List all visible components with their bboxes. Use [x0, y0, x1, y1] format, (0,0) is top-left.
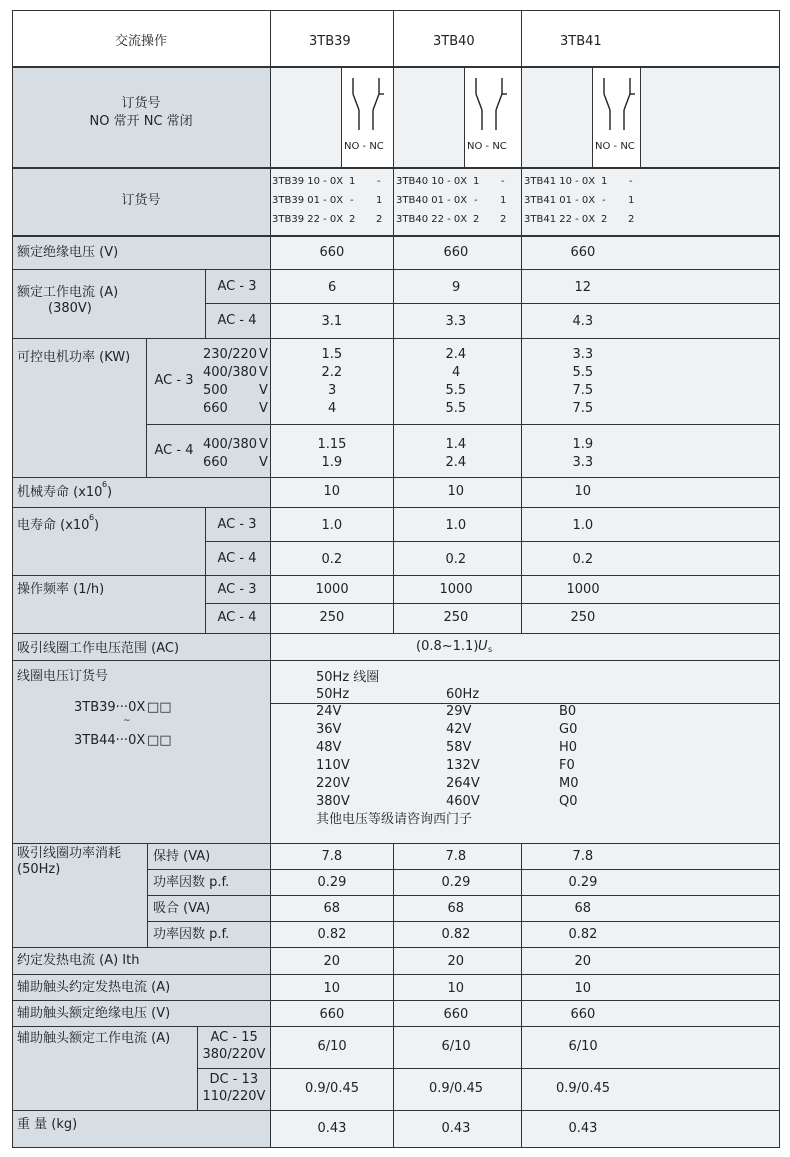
elec-life-value-1: 0.2: [321, 552, 343, 567]
aux-insulation-value-3: 660: [570, 1007, 596, 1022]
order-nc-count: 2: [628, 214, 635, 225]
elec-life-category: AC - 4: [217, 551, 257, 566]
elec-life-cell-3: [521, 541, 780, 575]
elec-life-cell-3: [521, 507, 780, 541]
coil-power-row-name: 功率因数 p.f.: [153, 927, 230, 942]
order-no-count: -: [474, 195, 478, 206]
motor-power-value: 7.5: [572, 401, 594, 416]
insulation-label: 额定绝缘电压 (V): [17, 245, 119, 260]
contacts-blank-cell-1: [270, 67, 341, 167]
col-divider: [205, 507, 206, 633]
op-current-sublabel: (380V): [48, 301, 92, 316]
col-divider: [592, 67, 593, 167]
op-current-value-3: 4.3: [572, 314, 594, 329]
motor-voltage-unit: V: [259, 437, 268, 452]
motor-power-value: 2.4: [445, 347, 467, 362]
op-current-cell-3: [521, 303, 780, 338]
elec-life-value-2: 1.0: [445, 518, 467, 533]
coil-range-value: (0.8~1.1): [416, 639, 479, 654]
aux-current-label: 辅助触头额定工作电流 (A): [17, 1031, 171, 1046]
table-border-left: [12, 10, 13, 1148]
coil-power-value-3: 7.8: [572, 849, 594, 864]
op-freq-cell-3: [521, 575, 780, 603]
table-border-bottom: [12, 1147, 780, 1148]
aux-insulation-cell-3: [521, 1000, 780, 1026]
motor-voltage: 660: [203, 455, 228, 470]
coil-voltage-50hz: 48V: [316, 740, 342, 755]
row-divider: [12, 167, 780, 169]
coil-power-cell-3: [521, 843, 780, 869]
coil-order-code1: 3TB39···0X: [74, 700, 146, 715]
aux-current-value-3: 0.9/0.45: [556, 1081, 610, 1096]
col-divider: [205, 269, 206, 338]
op-current-value-2: 9: [452, 280, 461, 295]
coil-power-value-1: 7.8: [321, 849, 343, 864]
coil-power-value-2: 68: [447, 901, 465, 916]
motor-power-value: 4: [452, 365, 461, 380]
col-divider: [146, 338, 147, 477]
no-nc-contact-icon: [343, 72, 387, 132]
coil-order-note: 其他电压等级请咨询西门子: [316, 812, 473, 827]
elec-life-exponent: 6: [89, 513, 95, 522]
col-divider: [640, 67, 641, 167]
model-name-3: 3TB41: [560, 34, 602, 49]
weight-cell-3: [521, 1110, 780, 1147]
coil-power-value-3: 0.82: [568, 927, 598, 942]
aux-current-value-2: 6/10: [441, 1039, 471, 1054]
row-divider: [147, 921, 780, 922]
insulation-value-3: 660: [570, 245, 596, 260]
op-freq-label: 操作频率 (1/h): [17, 582, 105, 597]
contacts-blank-cell-2: [393, 67, 464, 167]
aux-current-value-3: 6/10: [568, 1039, 598, 1054]
op-current-value-1: 3.1: [321, 314, 343, 329]
motor-power-value: 3.3: [572, 455, 594, 470]
col-divider: [270, 633, 271, 1148]
mech-life-exponent: 6: [102, 480, 108, 489]
motor-voltage-unit: V: [259, 383, 268, 398]
code-placeholder-boxes: □□: [147, 733, 172, 748]
op-freq-category: AC - 4: [217, 610, 257, 625]
order-no-count: 1: [601, 176, 608, 187]
motor-power-label: 可控电机功率 (KW): [17, 350, 131, 365]
elec-life-label: 电寿命 (x10: [17, 518, 90, 533]
row-divider: [12, 507, 780, 508]
coil-power-value-2: 7.8: [445, 849, 467, 864]
op-freq-category: AC - 3: [217, 582, 257, 597]
motor-power-value: 1.15: [317, 437, 347, 452]
coil-voltage-60hz: 58V: [446, 740, 472, 755]
coil-order-label: 线圈电压订货号: [17, 669, 109, 684]
insulation-value-2: 660: [443, 245, 469, 260]
order-number: 3TB41 22 - 0X: [524, 214, 596, 225]
aux-thermal-label: 辅助触头约定发热电流 (A): [17, 980, 171, 995]
coil-order-code: G0: [559, 722, 578, 737]
col-divider: [393, 10, 394, 633]
order-nc-count: 1: [500, 195, 507, 206]
coil-range-unit: U: [478, 639, 488, 654]
motor-power-value: 1.9: [572, 437, 594, 452]
op-current-value-2: 3.3: [445, 314, 467, 329]
row-divider: [205, 303, 780, 304]
order-number: 3TB39 01 - 0X: [272, 195, 344, 206]
coil-order-code: Q0: [559, 794, 578, 809]
col-divider: [393, 843, 394, 1148]
mech-life-value-1: 10: [323, 484, 341, 499]
op-current-category: AC - 4: [217, 313, 257, 328]
motor-power-value: 5.5: [445, 383, 467, 398]
coil-power-value-1: 68: [323, 901, 341, 916]
motor-voltage-unit: V: [259, 401, 268, 416]
order-no-count: 2: [349, 214, 356, 225]
coil-power-value-3: 0.29: [568, 875, 598, 890]
elec-life-value-3: 1.0: [572, 518, 594, 533]
row-divider: [205, 603, 780, 604]
order-number: 3TB41 10 - 0X: [524, 176, 596, 187]
motor-voltage-unit: V: [259, 455, 268, 470]
motor-voltage-unit: V: [259, 365, 268, 380]
col-divider: [521, 10, 522, 633]
op-freq-cell-3: [521, 603, 780, 633]
table-border-right: [779, 10, 780, 1148]
mech-life-value-2: 10: [447, 484, 465, 499]
op-current-label-cell: [12, 269, 205, 338]
aux-current-category: DC - 13: [209, 1072, 259, 1087]
thermal-current-cell-3: [521, 947, 780, 974]
op-freq-value-2: 1000: [439, 582, 473, 597]
coil-range-label: 吸引线圈工作电压范围 (AC): [17, 641, 180, 656]
motor-power-category: AC - 4: [154, 442, 194, 458]
motor-power-value: 4: [328, 401, 337, 416]
coil-order-tilde: ~: [123, 716, 131, 726]
model-name-2: 3TB40: [433, 34, 475, 49]
motor-power-value: 5.5: [445, 401, 467, 416]
op-current-label: 额定工作电流 (A): [17, 285, 119, 300]
motor-power-value: 1.9: [321, 455, 343, 470]
row-divider: [147, 869, 780, 870]
coil-order-code: B0: [559, 704, 577, 719]
aux-current-value-1: 0.9/0.45: [305, 1081, 359, 1096]
row-divider: [12, 633, 780, 634]
thermal-current-value-2: 20: [447, 954, 465, 969]
mech-life-value-3: 10: [574, 484, 592, 499]
coil-power-value-1: 0.29: [317, 875, 347, 890]
order-nc-count: 1: [628, 195, 635, 206]
motor-power-value: 3: [328, 383, 337, 398]
row-divider: [270, 703, 780, 704]
table-border-top: [12, 10, 780, 11]
no-nc-contact-icon: [594, 72, 638, 132]
aux-current-value-1: 6/10: [317, 1039, 347, 1054]
motor-voltage: 500: [203, 383, 228, 398]
coil-voltage-60hz: 42V: [446, 722, 472, 737]
contacts-extra-cell: [640, 67, 780, 167]
row-divider: [12, 575, 780, 576]
contact-label-1: NO - NC: [344, 141, 384, 152]
coil-power-value-1: 0.82: [317, 927, 347, 942]
coil-order-code: M0: [559, 776, 579, 791]
coil-power-cell-3: [521, 869, 780, 895]
coil-range-unit-sub: s: [488, 645, 493, 654]
order-number: 3TB41 01 - 0X: [524, 195, 596, 206]
motor-voltage: 400/380: [203, 365, 258, 380]
row-divider: [12, 477, 780, 478]
col-divider: [521, 843, 522, 1148]
row-divider: [12, 338, 780, 339]
coil-voltage-60hz: 132V: [446, 758, 480, 773]
coil-voltage-60hz: 460V: [446, 794, 480, 809]
coil-power-row-name: 保持 (VA): [153, 849, 211, 864]
coil-voltage-60hz: 29V: [446, 704, 472, 719]
order-nc-count: -: [629, 176, 633, 187]
thermal-current-value-3: 20: [574, 954, 592, 969]
coil-power-cell-3: [521, 921, 780, 947]
col-divider: [270, 10, 271, 633]
order-nc-count: -: [377, 176, 381, 187]
coil-head-50hz: 50Hz: [316, 687, 350, 702]
op-current-value-3: 12: [574, 280, 592, 295]
order-nc-count: 2: [376, 214, 383, 225]
aux-thermal-cell-3: [521, 974, 780, 1000]
order-no-count: 1: [473, 176, 480, 187]
coil-power-row-name: 吸合 (VA): [153, 901, 211, 916]
row-divider: [197, 1068, 780, 1069]
coil-power-cell-3: [521, 895, 780, 921]
coil-power-value-3: 68: [574, 901, 592, 916]
row-divider: [12, 1110, 780, 1111]
motor-voltage: 400/380: [203, 437, 258, 452]
order-no-count: 2: [473, 214, 480, 225]
row-divider: [147, 895, 780, 896]
insulation-cell-3: [521, 235, 780, 269]
motor-power-value: 5.5: [572, 365, 594, 380]
weight-value-1: 0.43: [317, 1121, 347, 1136]
elec-life-label-close: ): [94, 518, 100, 533]
contacts-label-line1: 订货号: [121, 96, 161, 111]
insulation-value-1: 660: [319, 245, 345, 260]
weight-value-3: 0.43: [568, 1121, 598, 1136]
op-freq-value-3: 250: [570, 610, 596, 625]
aux-thermal-value-1: 10: [323, 981, 341, 996]
order-number: 3TB40 22 - 0X: [396, 214, 468, 225]
row-divider: [12, 843, 780, 844]
row-divider: [12, 235, 780, 237]
op-current-value-1: 6: [328, 280, 337, 295]
aux-current-voltage: 380/220V: [202, 1047, 266, 1062]
contact-label-3: NO - NC: [595, 141, 635, 152]
motor-power-value: 1.5: [321, 347, 343, 362]
order-nc-count: 1: [376, 195, 383, 206]
aux-current-value-2: 0.9/0.45: [429, 1081, 483, 1096]
coil-range-value-cell: [270, 633, 780, 660]
aux-current-cell-3: [521, 1026, 780, 1068]
row-divider: [12, 1026, 780, 1027]
order-number: 3TB39 22 - 0X: [272, 214, 344, 225]
op-freq-value-2: 250: [443, 610, 469, 625]
motor-power-value: 1.4: [445, 437, 467, 452]
header-divider: [12, 66, 780, 68]
contacts-blank-cell-3: [521, 67, 592, 167]
aux-thermal-value-2: 10: [447, 981, 465, 996]
row-divider: [146, 424, 780, 425]
op-freq-value-1: 250: [319, 610, 345, 625]
aux-current-voltage: 110/220V: [202, 1089, 266, 1104]
aux-thermal-value-3: 10: [574, 981, 592, 996]
elec-life-value-1: 1.0: [321, 518, 343, 533]
weight-label: 重 量 (kg): [17, 1117, 78, 1132]
aux-insulation-value-1: 660: [319, 1007, 345, 1022]
thermal-current-value-1: 20: [323, 954, 341, 969]
coil-order-code: H0: [559, 740, 578, 755]
coil-voltage-50hz: 24V: [316, 704, 342, 719]
elec-life-value-2: 0.2: [445, 552, 467, 567]
coil-head-50hz-coil: 50Hz 线圈: [316, 670, 380, 685]
motor-power-cell-3: [521, 424, 780, 477]
motor-power-cell-3: [521, 338, 780, 424]
contacts-label-line2: NO 常开 NC 常闭: [89, 114, 193, 129]
col-divider: [147, 843, 148, 947]
order-no-count: 1: [349, 176, 356, 187]
aux-insulation-label: 辅助触头额定绝缘电压 (V): [17, 1006, 171, 1021]
row-divider: [12, 1000, 780, 1001]
model-name-1: 3TB39: [309, 34, 351, 49]
coil-voltage-50hz: 380V: [316, 794, 350, 809]
op-current-cell-3: [521, 269, 780, 303]
row-divider: [205, 541, 780, 542]
code-placeholder-boxes: □□: [147, 700, 172, 715]
order-number: 3TB40 01 - 0X: [396, 195, 468, 206]
motor-voltage: 660: [203, 401, 228, 416]
motor-power-value: 2.2: [321, 365, 343, 380]
op-current-category: AC - 3: [217, 279, 257, 294]
motor-power-value: 7.5: [572, 383, 594, 398]
coil-voltage-50hz: 220V: [316, 776, 350, 791]
row-divider: [12, 974, 780, 975]
row-divider: [12, 269, 780, 270]
aux-current-category: AC - 15: [210, 1030, 258, 1045]
elec-life-category: AC - 3: [217, 517, 257, 532]
coil-head-60hz: 60Hz: [446, 687, 480, 702]
coil-voltage-50hz: 36V: [316, 722, 342, 737]
col-divider: [197, 1026, 198, 1110]
op-freq-value-3: 1000: [566, 582, 600, 597]
motor-power-value: 2.4: [445, 455, 467, 470]
weight-value-2: 0.43: [441, 1121, 471, 1136]
order-nc-count: -: [501, 176, 505, 187]
contact-label-2: NO - NC: [467, 141, 507, 152]
mech-life-label-close: ): [107, 485, 113, 500]
no-nc-contact-icon: [466, 72, 510, 132]
coil-power-row-name: 功率因数 p.f.: [153, 875, 230, 890]
aux-insulation-value-2: 660: [443, 1007, 469, 1022]
coil-order-label-cell: [12, 660, 270, 843]
coil-voltage-50hz: 110V: [316, 758, 350, 773]
mech-life-label: 机械寿命 (x10: [17, 485, 103, 500]
order-nc-count: 2: [500, 214, 507, 225]
order-label: 订货号: [121, 193, 161, 208]
row-divider: [12, 947, 780, 948]
col-divider: [341, 67, 342, 167]
coil-voltage-60hz: 264V: [446, 776, 480, 791]
col-divider: [464, 67, 465, 167]
order-number: 3TB39 10 - 0X: [272, 176, 344, 187]
coil-order-code: F0: [559, 758, 575, 773]
mech-life-cell-3: [521, 477, 780, 507]
elec-life-value-3: 0.2: [572, 552, 594, 567]
order-no-count: -: [350, 195, 354, 206]
order-no-count: -: [602, 195, 606, 206]
motor-power-value: 3.3: [572, 347, 594, 362]
op-freq-value-1: 1000: [315, 582, 349, 597]
coil-power-value-2: 0.82: [441, 927, 471, 942]
coil-power-value-2: 0.29: [441, 875, 471, 890]
header-title: 交流操作: [115, 34, 168, 49]
coil-power-sublabel: (50Hz): [17, 862, 61, 877]
thermal-current-label: 约定发热电流 (A) Ith: [17, 953, 140, 968]
coil-order-code2: 3TB44···0X: [74, 733, 146, 748]
motor-power-category: AC - 3: [154, 373, 194, 388]
row-divider: [12, 660, 780, 661]
motor-voltage: 230/220: [203, 347, 258, 362]
order-number: 3TB40 10 - 0X: [396, 176, 468, 187]
coil-power-label: 吸引线圈功率消耗: [17, 846, 122, 861]
order-no-count: 2: [601, 214, 608, 225]
motor-voltage-unit: V: [259, 347, 268, 362]
